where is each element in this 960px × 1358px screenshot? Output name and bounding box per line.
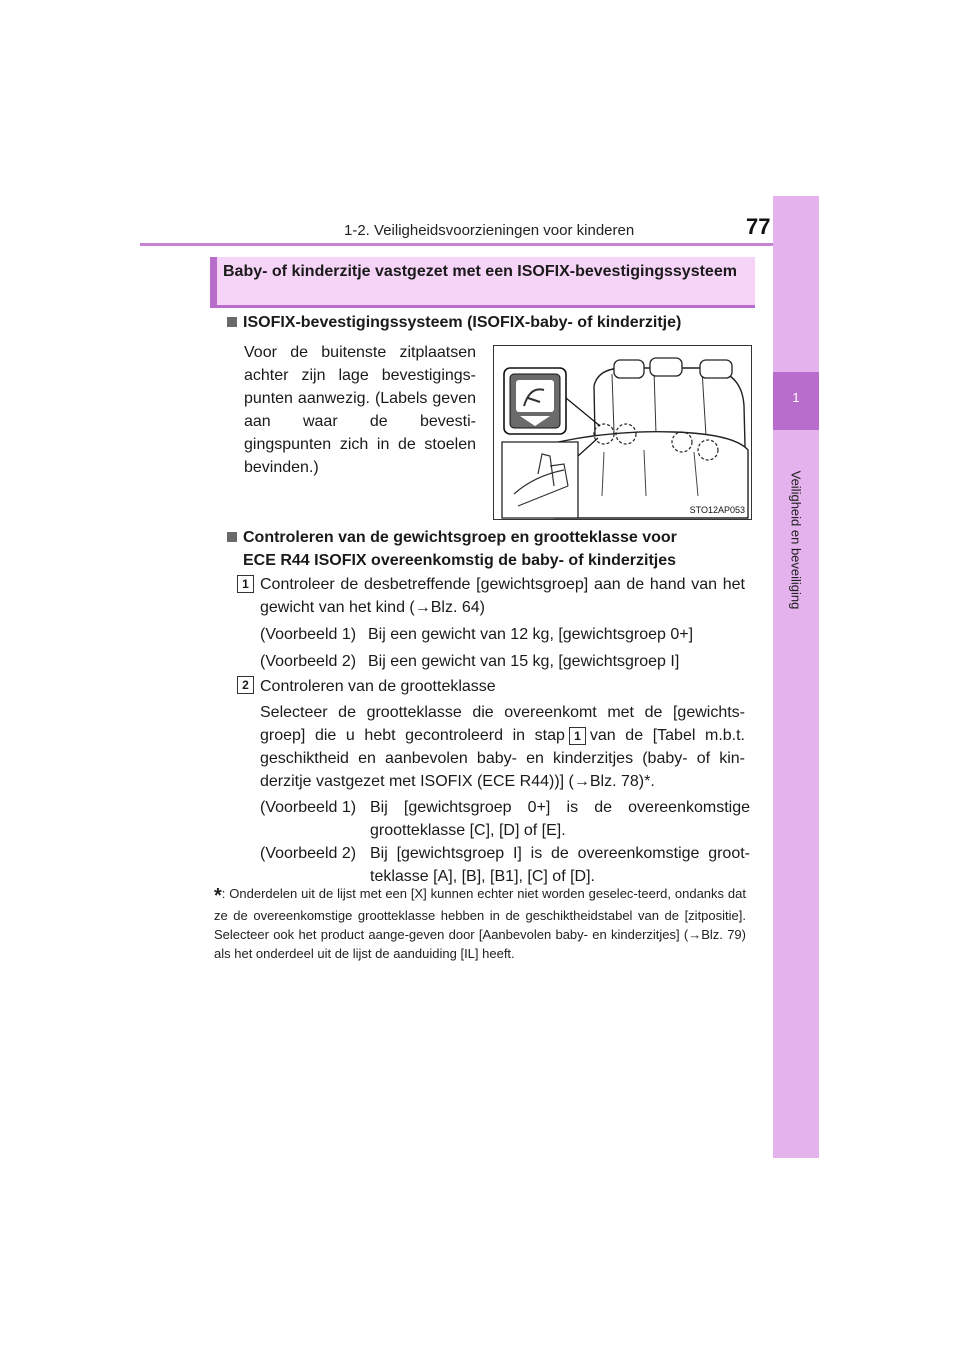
check-heading-line2: ECE R44 ISOFIX overeenkomstig de baby- of kinderzitjes [243,552,677,569]
isofix-body: Voor de buitenste zitplaatsen achter zijn lage bevestigings-punten aanwezig. (Labels geven aan waar de bevesti-gingspunten zich in de stoelen bevinden.) [244,344,476,476]
page-number: 77 [746,214,771,239]
bullet-square-icon [227,532,237,542]
step-2-example-2 [260,842,750,888]
example-text: Bij een gewicht van 15 kg, [gewichtsgroep I] [368,653,680,670]
example-text: Bij [gewichtsgroep I] is de overeenkomstige groot-teklasse [A], [B], [B1], [C] of [D]. [370,845,750,885]
footnote-marker: * [214,885,222,907]
isofix-heading-text: ISOFIX-bevestigingssysteem (ISOFIX-baby- of kinderzitje) [243,314,682,331]
step-2-text [260,701,745,793]
running-header: 1-2. Veiligheidsvoorzieningen voor kinderen [344,222,635,239]
example-label: (Voorbeeld 2) [260,845,357,862]
example-label: (Voorbeeld 1) [260,626,357,643]
seat-figure [493,345,752,520]
check-heading [227,526,747,572]
section-title: Baby- of kinderzitje vastgezet met een ISOFIX-bevestigingssysteem [223,263,737,280]
step-2-example-1 [260,796,750,842]
step-1-example-1 [260,623,693,646]
example-text: Bij [gewichtsgroep 0+] is de overeenkomstige grootteklasse [C], [D] of [E]. [370,799,750,839]
footnote-text: : Onderdelen uit de lijst met een [X] kunnen echter niet worden geselec-teerd, ondanks dat ze de overeenkomstige grootteklasse hebben in de geschiktheidstabel van de [zitpositie]. Selecteer ook het product aange-geven door [Aanbevolen baby- en kinderzitjes] (→Blz. 79) als het onderdeel uit de lijst de aanduiding [IL] heeft. [214,886,746,961]
side-label-wrap [774,460,818,620]
example-label: (Voorbeeld 2) [260,653,357,670]
step-2-title: Controleren van de grootteklasse [260,678,496,695]
step-1-text: Controleer de desbetreffende [gewichtsgroep] aan de hand van het gewicht van het kind (→Blz. 64) [260,576,745,616]
chapter-number: 1 [792,390,800,405]
isofix-heading [227,314,681,332]
step-1-badge: 1 [237,575,254,593]
footnote [214,884,746,963]
chapter-label: Veiligheid en beveiliging [788,470,804,610]
figure-code: STO12AP053 [689,505,745,515]
step-2-text-after: van de [Tabel m.b.t. geschiktheid en aanbevolen baby- en kinderzitjes (baby- of kin-derzitje vastgezet met ISOFIX (ECE R44))] (→Blz. 78)*. [260,727,746,790]
check-heading-line1: Controleren van de gewichtsgroep en grootteklasse voor [243,529,677,546]
bullet-square-icon [227,317,237,327]
inline-step-badge: 1 [569,727,586,745]
example-label: (Voorbeeld 1) [260,799,357,816]
step-2-badge: 2 [237,676,254,694]
rear-seat-illustration [494,346,751,519]
step-1-example-2 [260,650,679,673]
step-2-text-before: Selecteer de grootteklasse die overeenkomt met de [gewichts-groep] die u hebt gecontroleerd in stap [260,704,745,744]
header-rule [140,243,790,246]
example-text: Bij een gewicht van 12 kg, [gewichtsgroep 0+] [368,626,694,643]
side-tab-top [773,196,819,372]
